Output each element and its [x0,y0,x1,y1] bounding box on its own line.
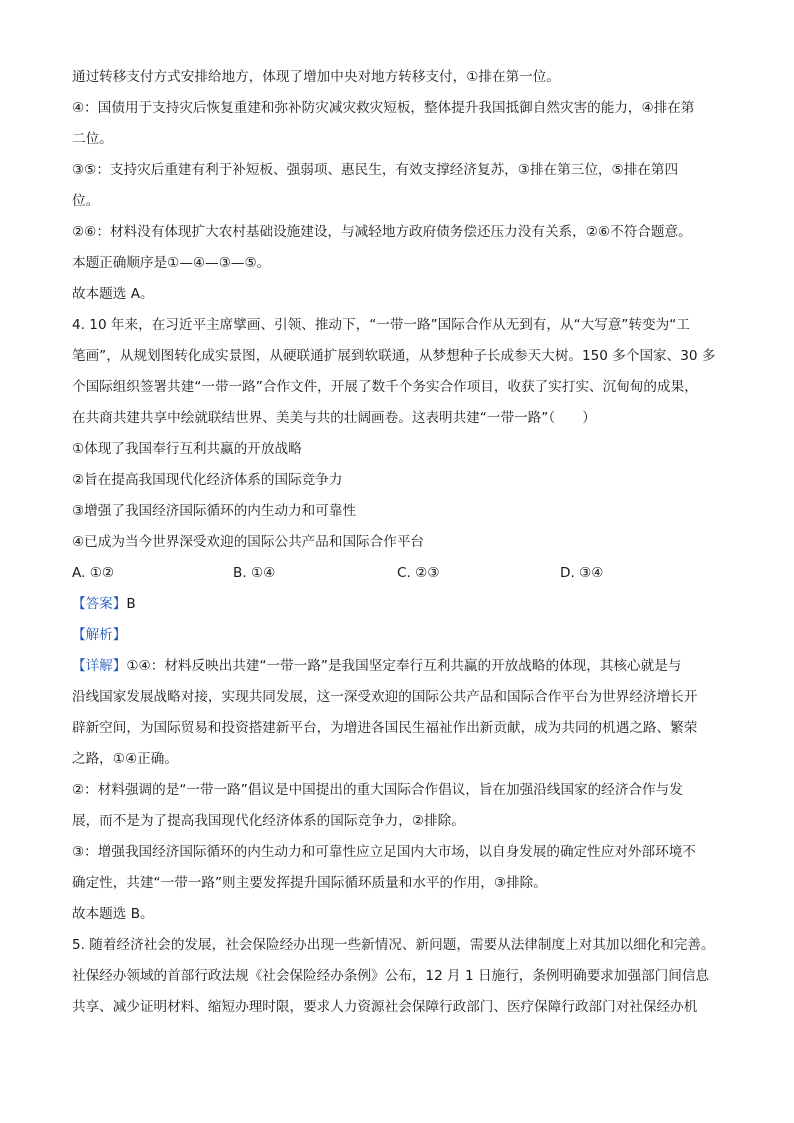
statement-4: ④已成为当今世界深受欢迎的国际公共产品和国际合作平台 [72,534,425,550]
question-5-stem: 社保经办领域的首部行政法规《社会保险经办条例》公布，12 月 1 日施行，条例明确要求加强部门间信息 [72,968,710,984]
analysis-tag: 【解析】 [72,627,127,643]
text-line: 通过转移支付方式安排给地方，体现了增加中央对地方转移支付，①排在第一位。 [72,69,560,85]
detail-line: 故本题选 B。 [72,906,154,922]
statement-2: ②旨在提高我国现代化经济体系的国际竞争力 [72,472,343,488]
detail-text: ①④：材料反映出共建“一带一路”是我国坚定奉行互利共赢的开放战略的体现，其核心就是与 [126,658,682,674]
detail-line: 展，而不是为了提高我国现代化经济体系的国际竞争力，②排除。 [72,813,465,829]
option-b: B. ①④ [233,565,276,581]
detail-line: 沿线国家发展战略对接，实现共同发展，这一深受欢迎的国际公共产品和国际合作平台为世界经济增长开 [72,689,698,705]
option-d: D. ③④ [560,565,604,581]
question-5-stem: 共享、减少证明材料、缩短办理时限，要求人力资源社会保障行政部门、医疗保障行政部门对社保经办机 [72,999,698,1015]
analysis-line [72,620,734,651]
answer-line [72,589,734,620]
text-line: ②⑥：材料没有体现扩大农村基础设施建设，与减轻地方政府债务偿还压力没有关系，②⑥不符合题意。 [72,224,692,240]
detail-line: ②：材料强调的是“一带一路”倡议是中国提出的重大国际合作倡议，旨在加强沿线国家的经济合作与发 [72,782,683,798]
question-4-stem: 4. 10 年来，在习近平主席擘画、引领、推动下，“一带一路”国际合作从无到有，从“大写意”转变为“工 [72,317,690,333]
question-5-stem: 5. 随着经济社会的发展，社会保险经办出现一些新情况、新问题，需要从法律制度上对其加以细化和完善。 [72,937,715,953]
text-line: 本题正确顺序是①—④—③—⑤。 [72,255,271,271]
answer-options [72,558,734,589]
answer-value: B [126,596,136,612]
question-4-stem: 在共商共建共享中绘就联结世界、美美与共的壮阔画卷。这表明共建“一带一路”（ ） [72,410,596,426]
detail-line: 之路，①④正确。 [72,751,178,767]
statement-1: ①体现了我国奉行互利共赢的开放战略 [72,441,302,457]
answer-tag: 【答案】 [72,596,127,612]
text-line: 二位。 [72,131,113,147]
detail-tag: 【详解】 [72,658,127,674]
option-c: C. ②③ [397,565,440,581]
question-4-stem: 个国际组织签署共建“一带一路”合作文件，开展了数千个务实合作项目，收获了实打实、沉甸甸的成果， [72,379,698,395]
detail-line: 确定性，共建“一带一路”则主要发挥提升国际循环质量和水平的作用，③排除。 [72,875,547,891]
question-4-stem: 笔画”，从规划图转化成实景图，从硬联通扩展到软联通，从梦想种子长成参天大树。150 多个国家、30 多 [72,348,716,364]
text-line: 故本题选 A。 [72,286,154,302]
text-line: 位。 [72,193,100,209]
option-a: A. ①② [72,565,115,581]
text-line: ③⑤：支持灾后重建有利于补短板、强弱项、惠民生，有效支撑经济复苏，③排在第三位，⑤排在第四 [72,162,679,178]
detail-line [72,651,734,682]
detail-line: 辟新空间，为国际贸易和投资搭建新平台，为增进各国民生福祉作出新贡献，成为共同的机遇之路、繁荣 [72,720,698,736]
detail-line: ③：增强我国经济国际循环的内生动力和可靠性应立足国内大市场，以自身发展的确定性应对外部环境不 [72,844,696,860]
statement-3: ③增强了我国经济国际循环的内生动力和可靠性 [72,503,357,519]
text-line: ④：国债用于支持灾后恢复重建和弥补防灾减灾救灾短板，整体提升我国抵御自然灾害的能力，④排在第 [72,100,695,116]
